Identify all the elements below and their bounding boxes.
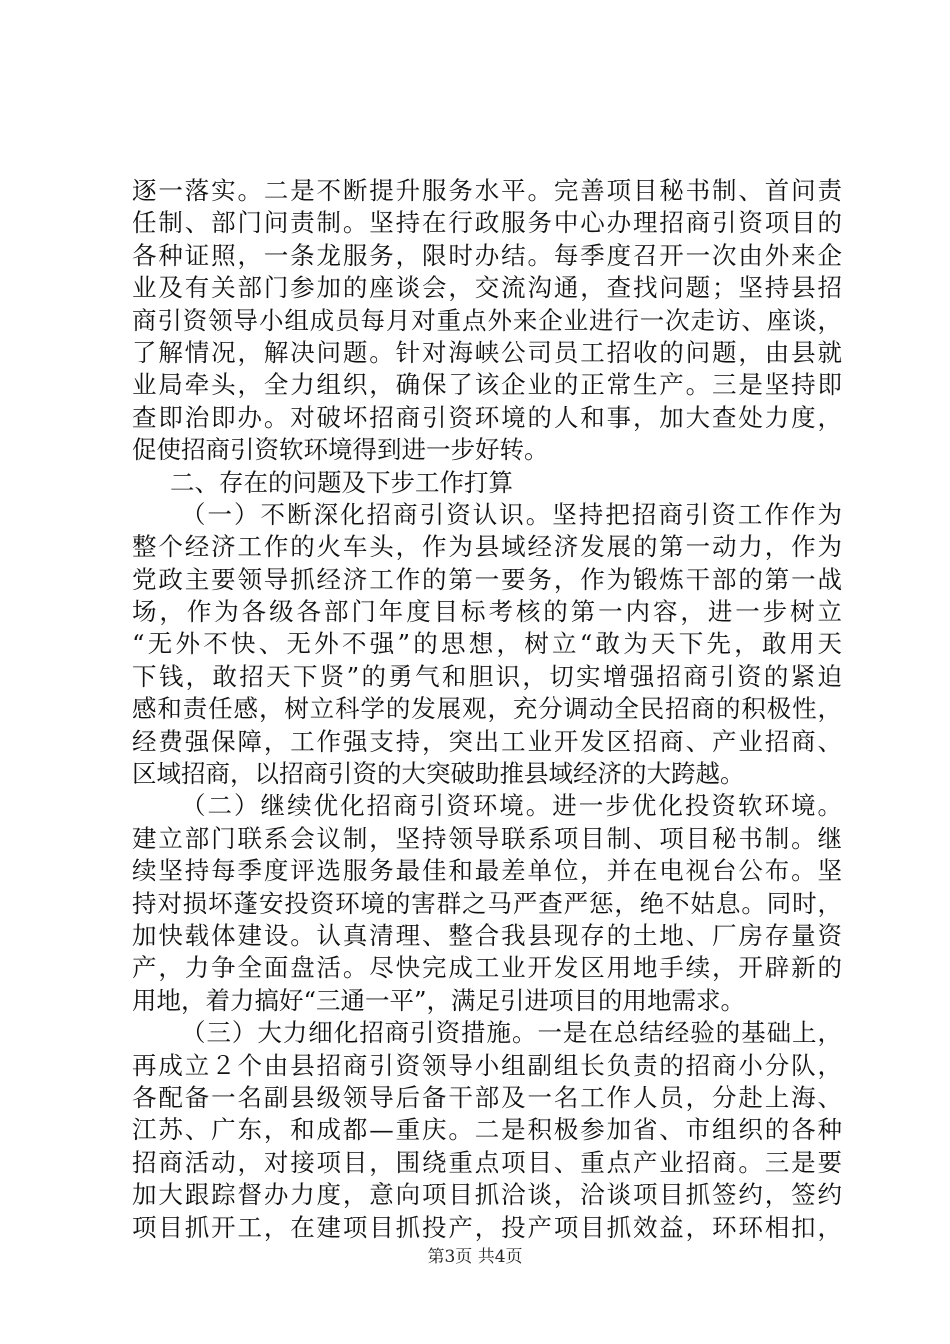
text-line: 用地，着力搞好“三通一平”，满足引进项目的用地需求。	[132, 985, 746, 1015]
text-line: （一）不断深化招商引资认识。坚持把招商引资工作作为	[181, 499, 842, 529]
text-line: 下钱，敢招天下贤”的勇气和胆识，切实增强招商引资的紧迫	[132, 661, 842, 691]
text-line: 项目抓开工，在建项目抓投产，投产项目抓效益，环环相扣，	[132, 1212, 842, 1242]
text-line: 产，力争全面盘活。尽快完成工业开发区用地手续，开辟新的	[132, 953, 842, 983]
text-line: 江苏、广东，和成都—重庆。二是积极参加省、市组织的各种	[132, 1115, 842, 1145]
text-line: 查即治即办。对破坏招商引资环境的人和事，加大查处力度，	[132, 402, 842, 432]
text-line: 二、存在的问题及下步工作打算	[170, 467, 513, 497]
text-line: 各种证照，一条龙服务，限时办结。每季度召开一次由外来企	[132, 240, 842, 270]
text-line: 各配备一名副县级领导后备干部及一名工作人员，分赴上海、	[132, 1082, 842, 1112]
page-footer: 第3页 共4页	[427, 1247, 523, 1267]
text-line: 持对损坏蓬安投资环境的害群之马严查严惩，绝不姑息。同时，	[132, 888, 842, 918]
text-line: 续坚持每季度评选服务最佳和最差单位，并在电视台公布。坚	[132, 856, 842, 886]
text-line: 经费强保障，工作强支持，突出工业开发区招商、产业招商、	[132, 726, 842, 756]
text-line: 了解情况，解决问题。针对海峡公司员工招收的问题，由县就	[132, 337, 842, 367]
text-line: “无外不快、无外不强”的思想，树立“敢为天下先，敢用天	[132, 629, 842, 659]
text-line: 感和责任感，树立科学的发展观，充分调动全民招商的积极性，	[132, 694, 842, 724]
text-line: 业局牵头，全力组织，确保了该企业的正常生产。三是坚持即	[132, 370, 842, 400]
text-line: 商引资领导小组成员每月对重点外来企业进行一次走访、座谈，	[132, 305, 842, 335]
text-line: 业及有关部门参加的座谈会，交流沟通，查找问题；坚持县招	[132, 273, 842, 303]
text-line: 加大跟踪督办力度，意向项目抓洽谈，洽谈项目抓签约，签约	[132, 1180, 842, 1210]
text-line: 整个经济工作的火车头，作为县域经济发展的第一动力，作为	[132, 532, 842, 562]
text-line: 任制、部门问责制。坚持在行政服务中心办理招商引资项目的	[132, 208, 842, 238]
text-line: 再成立２个由县招商引资领导小组副组长负责的招商小分队，	[132, 1050, 842, 1080]
text-line: 逐一落实。二是不断提升服务水平。完善项目秘书制、首问责	[132, 176, 842, 205]
text-line: 党政主要领导抓经济工作的第一要务，作为锻炼干部的第一战	[132, 564, 842, 594]
text-line: （三）大力细化招商引资措施。一是在总结经验的基础上，	[181, 1018, 842, 1048]
text-line: 招商活动，对接项目，围绕重点项目、重点产业招商。三是要	[132, 1147, 842, 1177]
text-line: 加快载体建设。认真清理、整合我县现存的土地、厂房存量资	[132, 920, 842, 950]
text-line: 建立部门联系会议制，坚持领导联系项目制、项目秘书制。继	[132, 823, 842, 853]
text-line: 区域招商，以招商引资的大突破助推县域经济的大跨越。	[132, 759, 745, 789]
text-line: 促使招商引资软环境得到进一步好转。	[132, 435, 549, 465]
document-body	[132, 175, 842, 1244]
text-line: （二）继续优化招商引资环境。进一步优化投资软环境。	[181, 791, 842, 821]
text-line: 场，作为各级各部门年度目标考核的第一内容，进一步树立	[132, 597, 842, 627]
